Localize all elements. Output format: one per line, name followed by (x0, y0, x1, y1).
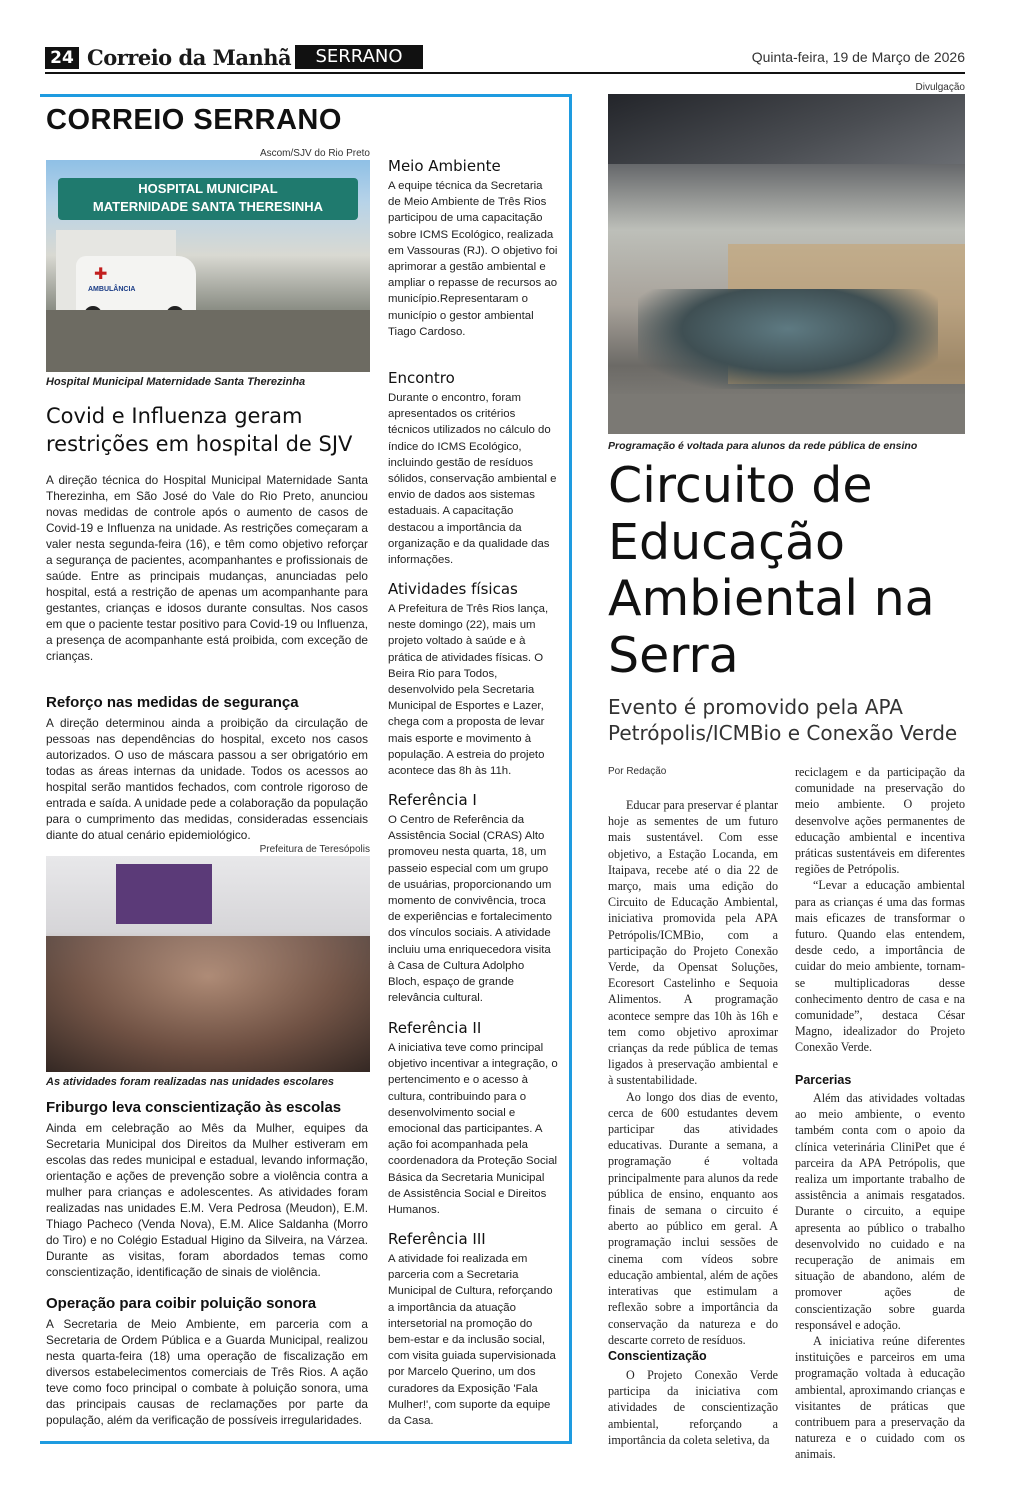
note-meio-ambiente-title: Meio Ambiente (388, 157, 501, 175)
story1-body: A direção técnica do Hospital Municipal Maternidade Santa Therezinha, em São José do Vale do Rio Preto, anunciou novas medidas de controle após o aumento de casos de Covid-19 e Influenza na unidade. As restrições começaram a valer nesta segunda-feira (16), e têm como objetivo reforçar a segurança de pacientes, acompanhantes e profissionais de saúde. Entre as principais mudanças, anunciadas pelo hospital, está a restrição de apenas um acompanhante para gestantes, crianças e idosos durante consultas. Nos casos em que o paciente testar positivo para Covid-19 ou Influenza, a presença de acompanhante está proibida, com exceção de crianças. (46, 473, 368, 663)
photo2-credit: Prefeitura de Teresópolis (259, 844, 370, 855)
note-atividades-title: Atividades físicas (388, 580, 518, 598)
column-title: CORREIO SERRANO (46, 104, 342, 136)
note-referencia3-body: A atividade foi realizada em parceria com a Secretaria Municipal de Cultura, reforçando a importância da atuação intersetorial na promoção do bem-estar e da inclusão social, com visita guiada supervisionada por Marcelo Querino, um dos curadores da Exposição 'Fala Mulher!', com suporte da equipe da Casa. (388, 1253, 556, 1428)
photo-students (46, 856, 370, 1072)
story3-body: A Secretaria de Meio Ambiente, em parceria com a Secretaria de Ordem Pública e a Guarda Municipal, realizou nesta quarta-feira (18) uma operação de fiscalização em diversos estabelecimentos comerciais de Três Rios. A ação teve como foco principal o combate à poluição sonora, uma das principais causas de reclamações por parte da população, além da verificação de possíveis irregularidades. (46, 1317, 368, 1427)
note-referencia1-body: O Centro de Referência da Assistência Social (CRAS) Alto promoveu nesta quarta, 18, um passeio especial com um grupo de usuárias, proporcionando um momento de convivência, troca de experiências e fortalecimento dos vínculos sociais. A atividade incluiu uma enriquecedora visita à Casa de Cultura Adolpho Bloch, espaço de grande relevância cultural. (388, 814, 552, 1005)
feature-subhead-conscientizacao: Conscientização (608, 1349, 707, 1363)
page-number: 24 (45, 47, 79, 69)
feature-byline: Por Redação (608, 766, 667, 777)
story1-subhead: Reforço nas medidas de segurança (46, 694, 299, 711)
note-referencia2-title: Referência II (388, 1019, 482, 1037)
feature-paragraph: O Projeto Conexão Verde participa da iniciativa com atividades de conscientização ambiental, reforçando a importância da coleta seletiva, da (608, 1368, 778, 1447)
feature-subhead-parcerias: Parcerias (795, 1073, 852, 1087)
photo1-caption: Hospital Municipal Maternidade Santa Therezinha (46, 376, 306, 388)
ambulance-label: AMBULÂNCIA (88, 286, 136, 293)
feature-left-continued (608, 1367, 778, 1448)
feature-paragraph: Além das atividades voltadas ao meio ambiente, o evento também conta com o apoio da clínica veterinária CliniPet que é parceira da APA Petrópolis, que realiza um importante trabalho de assistência a animais resgatados. Durante o circuito, a equipe apresenta ao público o trabalho desenvolvido no cuidado e na recuperação de animais em situação de abandono, além de promover ações de conscientização sobre guarda responsável e adoção. (795, 1091, 965, 1332)
note-referencia3-title: Referência III (388, 1230, 486, 1248)
red-cross-icon: ✚ (94, 264, 108, 283)
feature-title: Circuito de Educação Ambiental na Serra (608, 457, 935, 684)
courtyard (46, 310, 370, 372)
page-header (45, 45, 965, 71)
header-rule (45, 72, 965, 74)
column-frame-bottom (40, 1441, 572, 1444)
feature-paragraph: Educar para preservar é plantar hoje as sementes de um futuro mais sustentável. Com esse objetivo, a Estação Locanda, em Itaipava, recebe até o dia 22 de março, mais uma edição do Circuito de Educação Ambiental, iniciativa promovida pela APA Petrópolis/ICMBio, com a participação do Projeto Conexão Verde, da Opensat Soluções, Ecoresort Castelinho e Sequoia Alimentos. A programação acontece sempre das 10h às 16h e tem como objetivo aproximar crianças da rede pública de temas ligados à preservação ambiental e à sustentabilidade. (608, 798, 778, 1088)
story2-body: Ainda em celebração ao Mês da Mulher, equipes da Secretaria Municipal dos Direitos da Mulher estiveram em escolas das redes municipal e estadual, levando informação, orientação e ações de prevenção sobre a violência contra a mulher para crianças e adolescentes. As atividades foram realizadas nas unidades E.M. Vera Pedrosa (Meudon), E.M. Thiago Pacheco (Venda Nova), E.M. Alice Saldanha (Morro do Tiro) e no Colégio Estadual Higino da Silveira, na Várzea. Durante as visitas, foram abordados temas como conscientização, identificação de sinais de violência. (46, 1121, 368, 1279)
note-encontro-title: Encontro (388, 369, 455, 387)
story1-body2: A direção determinou ainda a proibição da circulação de pessoas nas dependências do hospital, exceto nos casos autorizados. O uso de máscara passou a ser obrigatório em todas as áreas internas da unidade. Todos os acessos ao hospital serão mantidos fechados, com controle rigoroso de entrada e saída. A unidade pede a colaboração da população para o cumprimento das medidas, consideradas essenciais diante do atual cenário epidemiológico. (46, 716, 368, 842)
photo-hospital (46, 160, 370, 372)
column-frame-top (40, 94, 572, 97)
feature-photo-credit: Divulgação (915, 82, 965, 93)
photo2-caption: As atividades foram realizadas nas unidades escolares (46, 1076, 334, 1088)
student-group (46, 936, 370, 1072)
section-label: SERRANO (295, 45, 423, 69)
team-group (638, 289, 938, 389)
feature-paragraph: “Levar a educação ambiental para as crianças é uma das formas mais eficazes de transformar o futuro. Quando elas entendem, desde cedo, a importância de cuidar do meio ambiente, tornam-se multiplicadoras desse conhecimento dentro de casa e na comunidade”, destaca César Magno, idealizador do Projeto Conexão Verde. (795, 878, 965, 1055)
tent-canopy (608, 94, 965, 164)
note-encontro-body: Durante o encontro, foram apresentados os critérios técnicos utilizados no cálculo do índice do ICMS Ecológico, incluindo gestão de resíduos sólidos, conservação ambiental e envio de dados aos sistemas estaduais. A capacitação destacou a importância da organização e da qualidade das informações. (388, 392, 557, 567)
photo-event-team (608, 94, 965, 434)
story1-headline: Covid e Influenza geram restrições em hospital de SJV (46, 404, 353, 456)
note-atividades-body: A Prefeitura de Três Rios lança, neste domingo (22), mais um projeto voltado à saúde e à prática de atividades físicas. O Beira Rio para Todos, desenvolvido pela Secretaria Municipal de Esportes e Lazer, chega com a proposta de levar mais esporte e movimento à população. A estreia do projeto acontece das 8h às 11h. (388, 603, 549, 778)
note-meio-ambiente-body: A equipe técnica da Secretaria de Meio Ambiente de Três Rios participou de uma capacitação sobre ICMS Ecológico, realizada em Vassouras (RJ). O objetivo foi aprimorar a gestão ambiental e ampliar o repasse de recursos ao município.Representaram o município o gestor ambiental Tiago Cardoso. (388, 180, 558, 338)
photo1-credit: Ascom/SJV do Rio Preto (259, 148, 370, 159)
feature-paragraph: A iniciativa reúne diferentes instituições e parceiros em uma programação voltada à educação ambiental, aproximando crianças e visitantes de práticas que contribuem para a preservação da natureza e o cuidado com os animais. (795, 1334, 965, 1462)
feature-paragraph: reciclagem e da participação da comunidade na preservação do meio ambiente. O projeto desenvolve ações permanentes de educação ambiental e incentiva práticas sustentáveis em diferentes regiões de Petrópolis. (795, 765, 965, 877)
feature-right-column (795, 764, 965, 1056)
feature-left-column (608, 797, 778, 1348)
feature-right-continued (795, 1090, 965, 1463)
story3-headline: Operação para coibir poluição sonora (46, 1295, 317, 1312)
issue-date: Quinta-feira, 19 de Março de 2026 (751, 49, 965, 65)
newspaper-name: Correio da Manhã (87, 45, 292, 70)
note-referencia2-body: A iniciativa teve como principal objetivo incentivar a integração, o pertencimento e o acesso à cultura, contribuindo para o desenvolvimento social e emocional das participantes. A ação foi acompanhada pela coordenadora da Proteção Social Básica da Secretaria Municipal de Assistência Social e Direitos Humanos. (388, 1042, 558, 1217)
column-frame-right (569, 94, 572, 1444)
ambulance (76, 256, 196, 318)
feature-subtitle: Evento é promovido pela APA Petrópolis/ICMBio e Conexão Verde (608, 695, 958, 745)
hospital-sign: HOSPITAL MUNICIPAL MATERNIDADE SANTA THERESINHA (58, 178, 358, 220)
presentation-screen (116, 864, 212, 924)
note-referencia1-title: Referência I (388, 791, 477, 809)
story2-headline: Friburgo leva conscientização às escolas (46, 1099, 342, 1116)
floor (608, 394, 965, 434)
feature-photo-caption: Programação é voltada para alunos da rede pública de ensino (608, 440, 918, 452)
feature-paragraph: Ao longo dos dias de evento, cerca de 600 estudantes devem participar das atividades educativas. Durante a semana, a programação é voltada principalmente para alunos da rede pública de ensino, enquanto aos finais de semana o circuito é aberto ao público em geral. A programação inclui sessões de cinema com vídeos sobre educação ambiental, além de ações interativas que estimulam a reflexão sobre a importância da conservação da natureza e do descarte correto de resíduos. (608, 1089, 778, 1347)
